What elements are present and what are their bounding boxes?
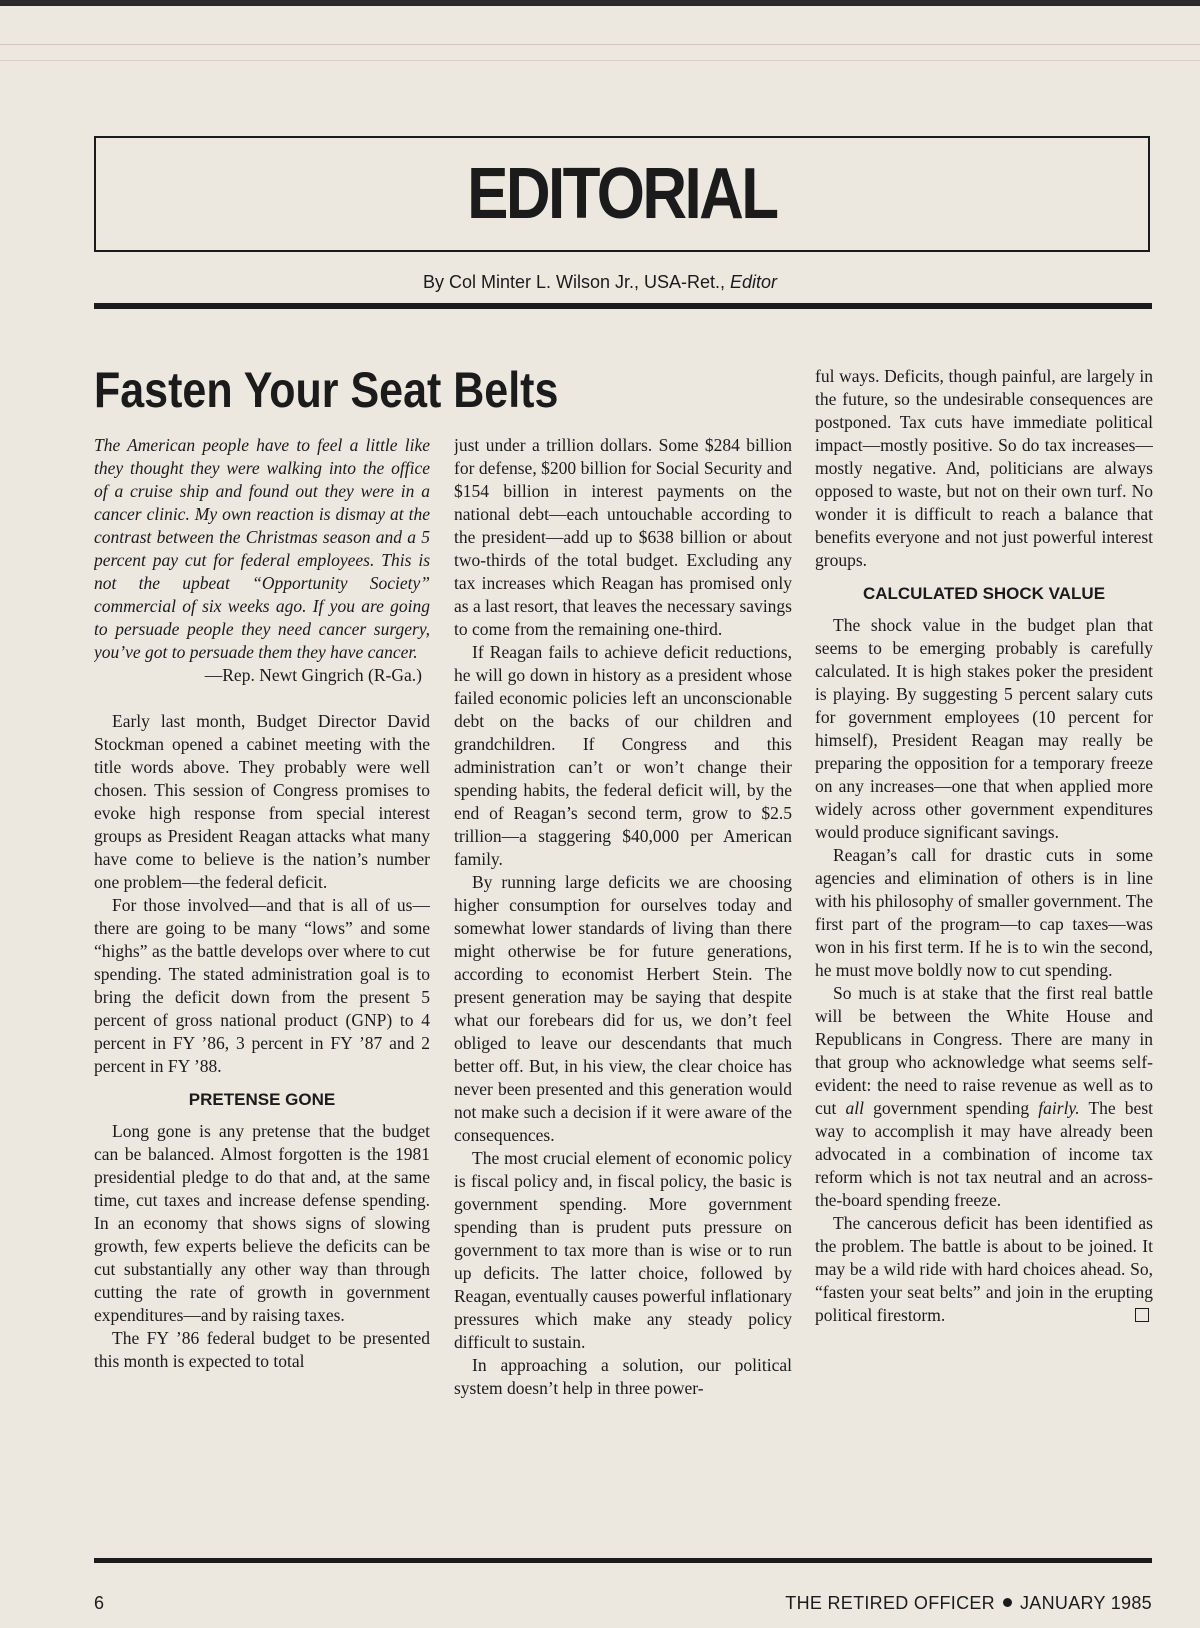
byline-author: By Col Minter L. Wilson Jr., USA-Ret., xyxy=(422,272,731,292)
col2-paragraph-1: just under a trillion dollars. Some $284 billion for defense, $200 billion for Social Security and $154 billion in interest payments on the national debt—each untouchable according to the president—add up to $638 billion or about two-thirds of the total budget. Excluding any tax increases which Reagan has promised only as a last resort, that leaves the necessary savings to come from the remaining one-third. xyxy=(454,435,792,639)
col2-paragraph-4: The most crucial element of economic policy is fiscal policy and, in fiscal policy, the basic is government spending. More government spending than is prudent puts pressure on government to tax more than is wise or to run up deficits. The latter choice, followed by Reagan, eventually causes powerful inflationary pressures which make any steady policy difficult to sustain. xyxy=(454,1148,792,1352)
col3-paragraph-1: ful ways. Deficits, though painful, are largely in the future, so the undesirable consequences are postponed. Tax cuts have immediate political impact—mostly positive. So do tax increases—mostly negative. And, politicians are always opposed to waste, but not on their own turf. No wonder it is difficult to reach a balance that benefits everyone and not just powerful interest groups. xyxy=(815,366,1153,570)
col3-p4-part-a: So much is at stake that the first real battle will be between the White House and Republicans in Congress. There are many in that group who acknowledge what seems self-evident: the need to raise revenue as well as to cut xyxy=(815,983,1153,1118)
col1-paragraph-2: For those involved—and that is all of us—there are going to be many “lows” and some “highs” as the battle develops over where to cut spending. The stated administration goal is to bring the deficit down from the present 5 percent of gross national product (GNP) to 4 percent in FY ’86, 3 percent in FY ’87 and 2 percent in FY ’88. xyxy=(94,895,430,1076)
masthead-box xyxy=(94,136,1150,252)
subhead-pretense-gone: PRETENSE GONE xyxy=(188,1090,336,1109)
epigraph-quote: The American people have to feel a little like they thought they were walking into the office of a cruise ship and found out they were in a cancer clinic. My own reaction is dismay at the contrast between the Christmas season and a 5 percent pay cut for federal employees. This is not the upbeat “Opportunity Society” commercial of six weeks ago. If you are going to persuade people they need cancer surgery, you’ve got to persuade them they have cancer. xyxy=(94,435,430,662)
bullet-icon xyxy=(1003,1598,1012,1607)
subhead-calculated-shock-value: CALCULATED SHOCK VALUE xyxy=(862,584,1106,603)
col3-paragraph-2: The shock value in the budget plan that seems to be emerging probably is carefully calculated. It is high stakes poker the president is playing. By suggesting 5 percent salary cuts for government employees (10 percent for himself), President Reagan may really be preparing the opposition for a temporary freeze on any increases—one that when applied more widely across other government expenditures would produce significant savings. xyxy=(815,615,1153,842)
masthead-title: EDITORIAL xyxy=(467,154,777,234)
column-1 xyxy=(94,434,430,1373)
col3-paragraph-5 xyxy=(815,1212,1153,1327)
byline-role: Editor xyxy=(730,272,778,292)
publication-name: THE RETIRED OFFICER xyxy=(785,1593,995,1613)
col3-p4-emphasis-all: all xyxy=(845,1098,865,1118)
col2-paragraph-5: In approaching a solution, our political system doesn’t help in three power- xyxy=(454,1355,792,1398)
column-2 xyxy=(454,434,792,1400)
col3-p4-part-e: The best way to accomplish it may have already been advocated in a combination of income tax reform which is not tax neutral and an across-the-board spending freeze. xyxy=(815,1098,1153,1210)
issue-date: JANUARY 1985 xyxy=(1019,1593,1152,1613)
col2-paragraph-3: By running large deficits we are choosing higher consumption for ourselves today and somewhat lower standards of living than there might otherwise be for future generations, according to economist Herbert Stein. The present generation may be saying that despite what our forebears did for us, we don’t feel obliged to leave our descendants that much better off. But, in his view, the clear choice has never been presented and this generation would not make such a decision if it were aware of the consequences. xyxy=(454,872,792,1145)
header-rule xyxy=(94,303,1152,309)
footer-rule xyxy=(94,1558,1152,1563)
byline xyxy=(0,272,1200,293)
col3-paragraph-3: Reagan’s call for drastic cuts in some agencies and elimination of others is in line with his philosophy of smaller government. The first part of the program—to cap taxes—was won in his first term. If he is to win the second, he must move boldly now to cut spending. xyxy=(815,845,1153,980)
col3-p4-emphasis-fairly: fairly. xyxy=(1038,1098,1080,1118)
epigraph-attribution: —Rep. Newt Gingrich (R-Ga.) xyxy=(204,665,422,685)
footer-publication xyxy=(785,1593,1152,1614)
article-headline: Fasten Your Seat Belts xyxy=(94,362,559,418)
top-faint-line-2 xyxy=(0,60,1200,61)
column-3 xyxy=(815,365,1153,1327)
col2-paragraph-2: If Reagan fails to achieve deficit reductions, he will go down in history as a president whose failed economic policies left an unconscionable debt on the backs of our children and grandchildren. If Congress and this administration can’t or won’t change their spending habits, the federal deficit will, by the end of Reagan’s second term, grow to $2.5 trillion—a staggering $40,000 per American family. xyxy=(454,642,792,869)
col1-paragraph-1: Early last month, Budget Director David Stockman opened a cabinet meeting with the title words above. They probably were well chosen. This session of Congress promises to evoke high response from special interest groups as President Reagan attacks what many have come to believe is the nation’s number one problem—the federal deficit. xyxy=(94,711,430,892)
col3-p5-text: The cancerous deficit has been identified as the problem. The battle is about to be joined. It may be a wild ride with hard choices ahead. So, “fasten your seat belts” and join in the erupting political firestorm. xyxy=(815,1213,1153,1325)
top-faint-line xyxy=(0,44,1200,45)
col3-paragraph-4 xyxy=(815,982,1153,1212)
col1-paragraph-3: Long gone is any pretense that the budget can be balanced. Almost forgotten is the 1981 presidential pledge to do that and, at the same time, cut taxes and increase defense spending. In an economy that shows signs of slowing growth, few experts believe the deficits can be cut substantially any other way than through cutting the rate of growth in government expenditures—and by raising taxes. xyxy=(94,1121,430,1325)
col3-p4-part-c: government spending xyxy=(864,1098,1039,1118)
top-edge-rule xyxy=(0,0,1200,6)
page-number: 6 xyxy=(94,1593,105,1613)
end-mark-icon xyxy=(1135,1308,1149,1322)
col1-paragraph-4: The FY ’86 federal budget to be presented this month is expected to total xyxy=(94,1328,430,1371)
